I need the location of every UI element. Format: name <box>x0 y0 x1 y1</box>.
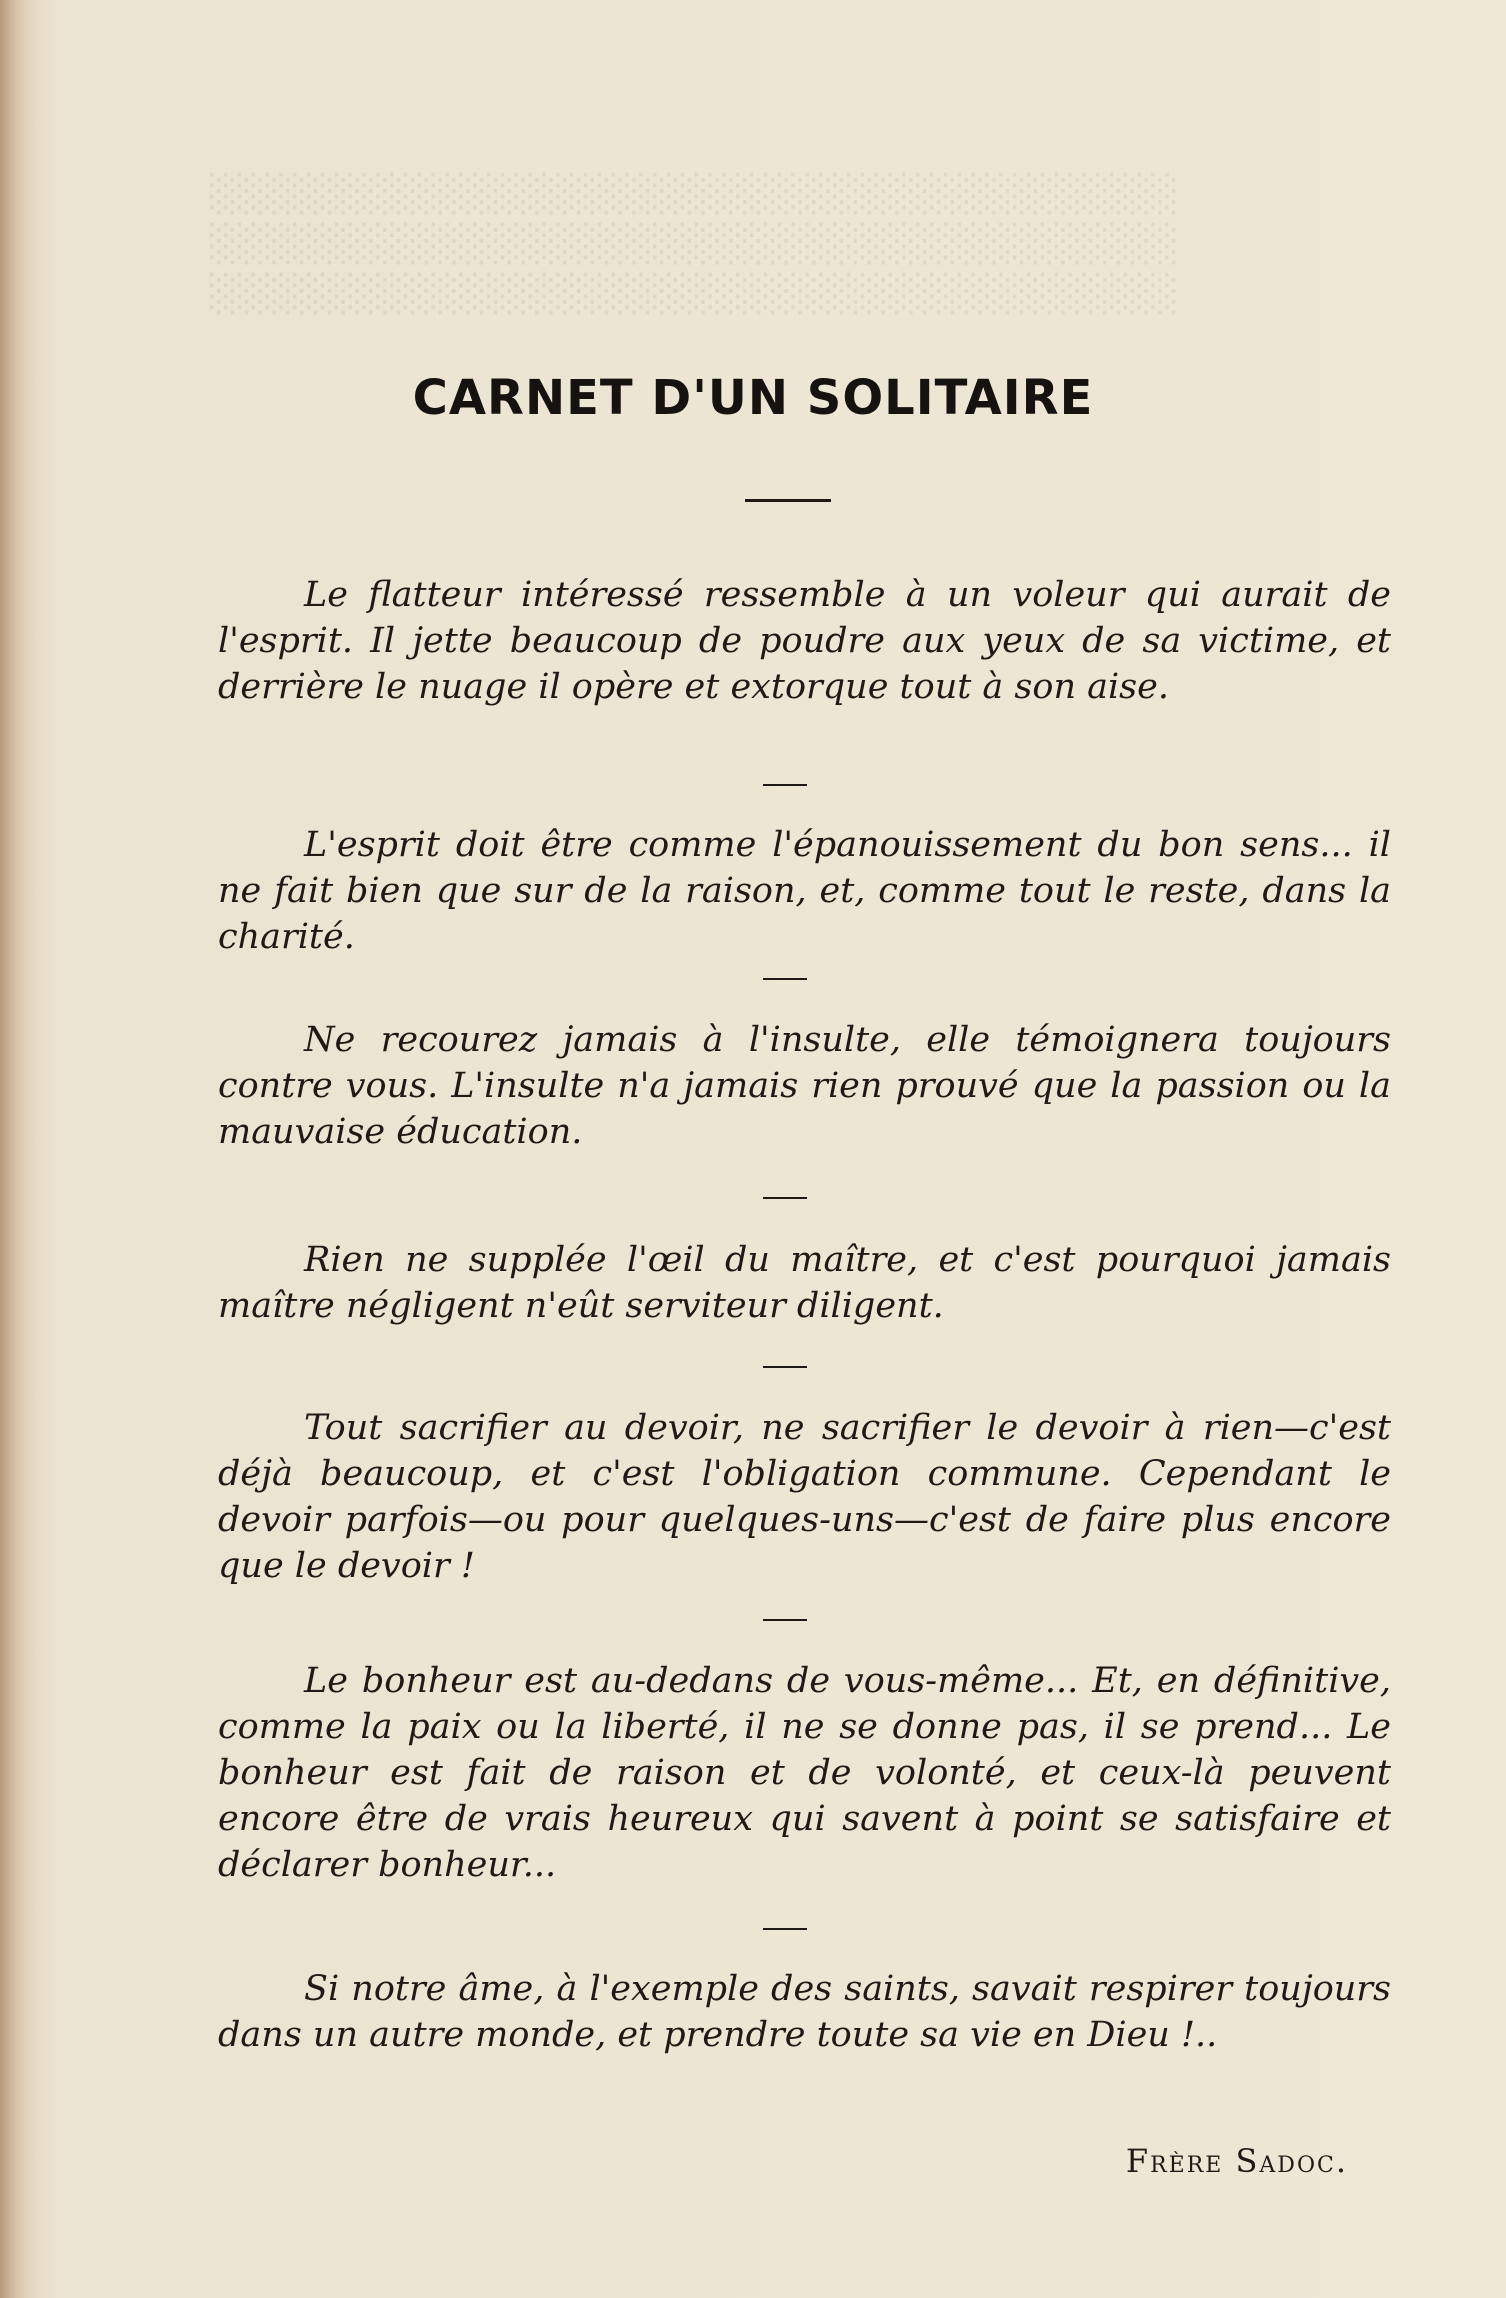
separator <box>763 1928 807 1930</box>
title-rule <box>745 499 831 502</box>
paragraph-5: Tout sacrifier au devoir, ne sacrifier le devoir à rien—c'est déjà beaucoup, et c'est l'obligation commune. Cependant le devoir parfois—ou pour quelques-uns—c'est de faire plus encore que le devoir ! <box>218 1408 1391 1586</box>
paragraph-6: Le bonheur est au-dedans de vous-même... Et, en définitive, comme la paix ou la liberté, il ne se donne pas, il se prend... Le bonheur est fait de raison et de volonté, et ceux-là peuvent encore être de vrais heureux qui savent à point se satisfaire et déclarer bonheur... <box>218 1661 1391 1885</box>
signature: Frère Sadoc. <box>1125 2142 1348 2180</box>
separator <box>763 784 807 786</box>
paragraph-1: Le flatteur intéressé ressemble à un voleur qui aurait de l'esprit. Il jette beaucoup de poudre aux yeux de sa victime, et derrière le nuage il opère et extorque tout à son aise. <box>218 575 1391 707</box>
separator <box>763 978 807 980</box>
separator <box>763 1366 807 1368</box>
paragraph-3: Ne recourez jamais à l'insulte, elle témoignera toujours contre vous. L'insulte n'a jamais rien prouvé que la passion ou la mauvaise éducation. <box>218 1020 1391 1152</box>
separator <box>763 1197 807 1199</box>
separator <box>763 1619 807 1621</box>
paragraph-7: Si notre âme, à l'exemple des saints, savait respirer toujours dans un autre monde, et prendre toute sa vie en Dieu !.. <box>218 1969 1391 2055</box>
page-title: CARNET D'UN SOLITAIRE <box>412 370 1094 426</box>
paragraph-4: Rien ne supplée l'œil du maître, et c'est pourquoi jamais maître négligent n'eût serviteur diligent. <box>218 1240 1391 1326</box>
paragraph-2: L'esprit doit être comme l'épanouissement du bon sens... il ne fait bien que sur de la raison, et, comme tout le reste, dans la charité. <box>218 825 1391 957</box>
bleed-through-text: ░░░░░░░░░░░░░░░░░░░░░░░░░░░░░░░░░░░ ░░░░░░░░░░░░░░░░░░░░░░░░░░░░░░░░░░░ ░░░░░░░░░░░░░░░░░░░░░░░░░░░░░░░░░░░ <box>210 174 1179 315</box>
